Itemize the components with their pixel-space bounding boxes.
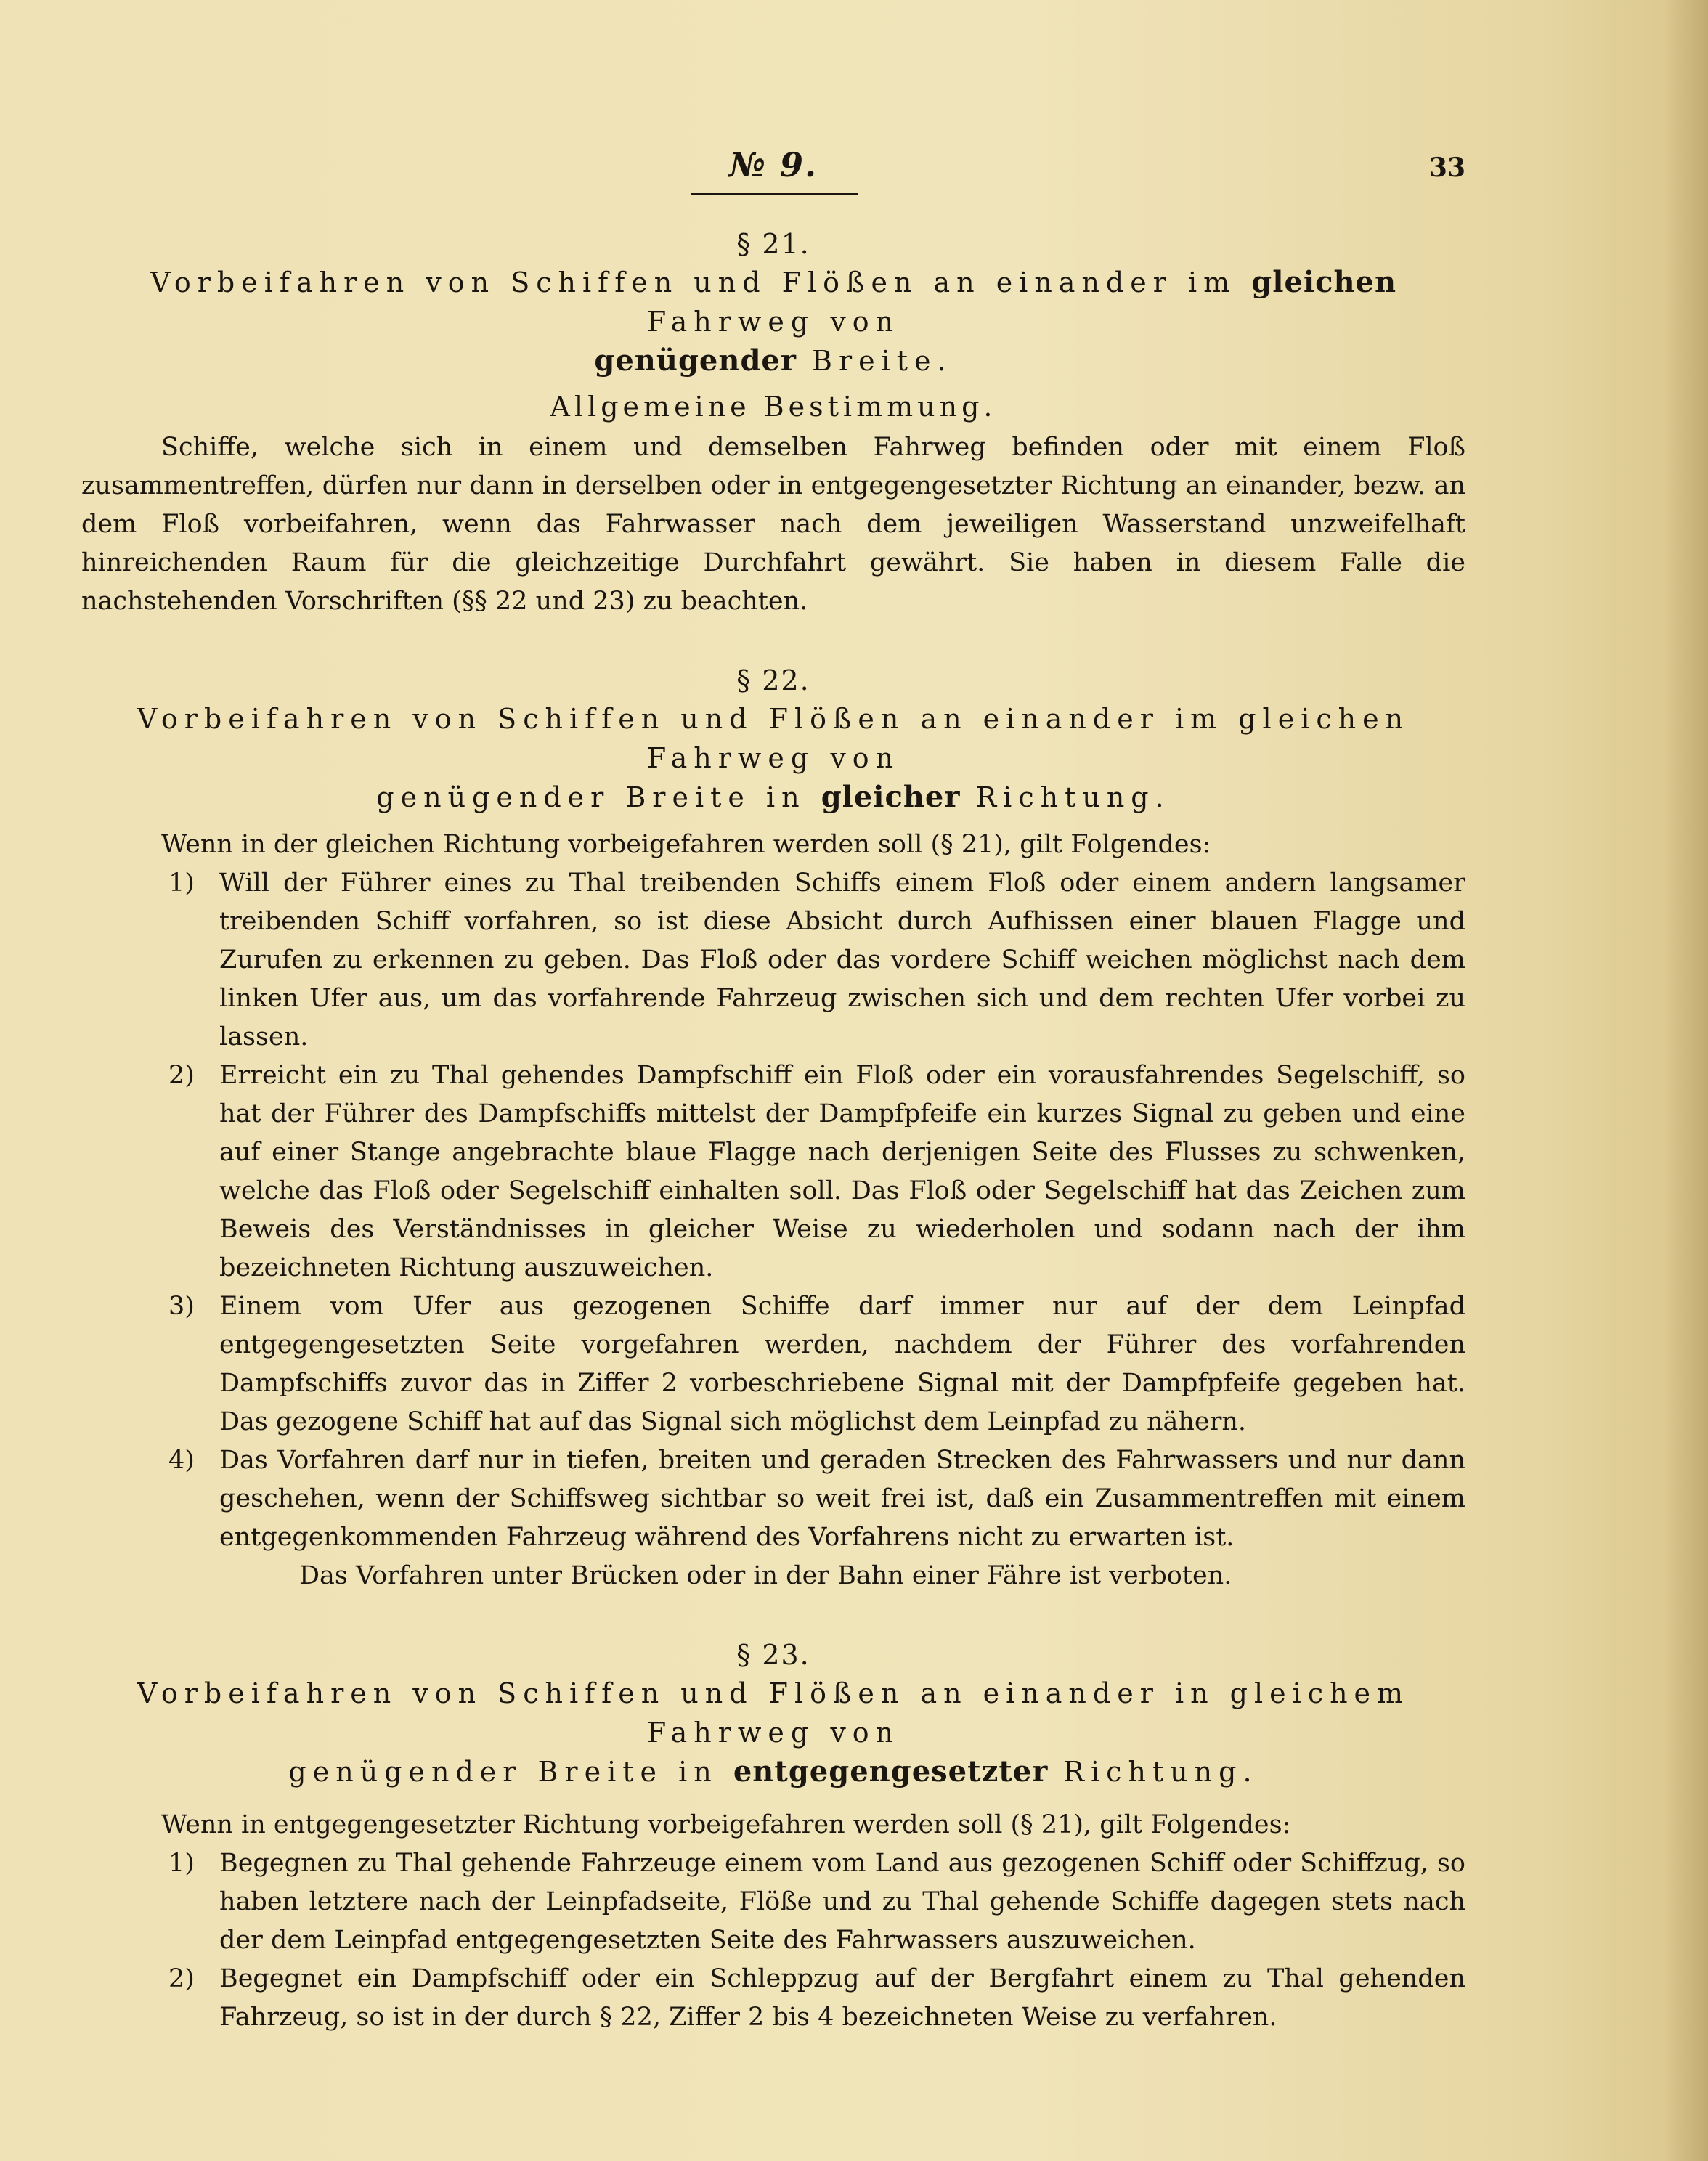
list-item-text: Einem vom Ufer aus gezogenen Schiffe darf immer nur auf der dem Leinpfad entgegengesetzten Seite vorgefahren werden, nachdem der Führer des vorfahrenden Dampfschiffs zuvor das in Ziffer 2 vorbeschriebene Signal mit der Dampfpfeife gegeben hat. Das gezogene Schiff hat auf das Signal sich möglichst dem Leinpfad zu nähern.: [219, 1292, 1465, 1436]
list-item-text: Begegnet ein Dampfschiff oder ein Schleppzug auf der Bergfahrt einem zu Thal gehenden Fahrzeug, so ist in der durch § 22, Ziffer 2 bis 4 bezeichneten Weise zu verfahren.: [219, 1964, 1465, 2032]
page-header: [81, 145, 1465, 205]
section-21-paragraph: Schiffe, welche sich in einem und demselben Fahrweg befinden oder mit einem Floß zusammentreffen, dürfen nur dann in derselben oder in entgegengesetzter Richtung an einander, bezw. an dem Floß vorbeifahren, wenn das Fahrwasser nach dem jeweiligen Wasserstand unzweifelhaft hinreichenden Raum für die gleichzeitige Durchfahrt gewährt. Sie haben in diesem Falle die nachstehenden Vorschriften (§§ 22 und 23) zu beachten.: [81, 433, 1465, 616]
list-item-number: 2): [168, 1964, 195, 1993]
list-item-text: Erreicht ein zu Thal gehendes Dampfschiff ein Floß oder ein vorausfahrendes Segelschiff, so hat der Führer des Dampfschiffs mittelst der Dampfpfeife ein kurzes Signal zu geben und eine auf einer Stange angebrachte blaue Flagge nach derjenigen Seite des Flusses zu schwenken, welche das Floß oder Segelschiff einhalten soll. Das Floß oder Segelschiff hat das Zeichen zum Beweis des Verständnisses in gleicher Weise zu wiederholen und sodann nach der ihm bezeichneten Richtung auszuweichen.: [219, 1061, 1465, 1282]
list-item-text: Begegnen zu Thal gehende Fahrzeuge einem vom Land aus gezogenen Schiff oder Schiffzug, so haben letztere nach der Leinpfadseite, Flöße und zu Thal gehende Schiffe dagegen stets nach der dem Leinpfad entgegengesetzten Seite des Fahrwassers auszuweichen.: [219, 1849, 1465, 1955]
section-23-title-emphasis: entgegengesetzter: [733, 1754, 1049, 1788]
section-23-title-part: genügender Breite in: [288, 1756, 718, 1788]
issue-number: № 9.: [728, 145, 818, 184]
section-22-title-part: genügender Breite in: [376, 781, 806, 813]
section-21-title-part: Breite.: [812, 345, 953, 377]
section-21-title-part: Vorbeifahren von Schiffen und Flößen an einander im: [150, 266, 1237, 298]
section-21-number: § 21.: [736, 228, 810, 260]
section-21-subtitle: Allgemeine Bestimmung.: [550, 391, 997, 423]
section-22-title-part: Richtung.: [975, 781, 1171, 813]
list-item-text: Das Vorfahren darf nur in tiefen, breiten und geraden Strecken des Fahrwassers und nur dann geschehen, wenn der Schiffsweg sichtbar so weit frei ist, daß ein Zusammentreffen mit einem entgegenkommenden Fahrzeug während des Vorfahrens nicht zu erwarten ist.: [219, 1446, 1465, 1552]
list-item: [81, 1844, 1465, 1960]
section-23-title-part: Richtung.: [1063, 1756, 1258, 1788]
section-22-number: § 22.: [736, 664, 810, 696]
list-item: [81, 1057, 1465, 1287]
section-23-title: [81, 1674, 1465, 1791]
list-item-number: 4): [168, 1446, 195, 1475]
section-21-title: [81, 263, 1465, 380]
section-22-intro: Wenn in der gleichen Richtung vorbeigefahren werden soll (§ 21), gilt Folgendes:: [161, 830, 1211, 859]
list-item-text: Will der Führer eines zu Thal treibenden Schiffs einem Floß oder einem andern langsamer treibenden Schiff vorfahren, so ist diese Absicht durch Aufhissen einer blauen Flagge und Zurufen zu erkennen zu geben. Das Floß oder das vordere Schiff weichen möglichst nach dem linken Ufer aus, um das vorfahrende Fahrzeug zwischen sich und dem rechten Ufer vorbei zu lassen.: [219, 868, 1465, 1051]
page-edge-shadow: [1664, 0, 1708, 2161]
page-number: 33: [1428, 152, 1465, 183]
list-item: [81, 864, 1465, 1057]
section-22-final-note: Das Vorfahren unter Brücken oder in der Bahn einer Fähre ist verboten.: [299, 1561, 1232, 1590]
list-item-number: 1): [168, 868, 195, 898]
page-content: [81, 145, 1465, 2037]
section-21-title-part: Fahrweg von: [646, 306, 900, 338]
section-22-title-emphasis: gleicher: [821, 780, 961, 814]
list-item: [81, 1960, 1465, 2037]
section-21-title-emphasis: gleichen: [1251, 265, 1397, 299]
section-22-title-line-1: Vorbeifahren von Schiffen und Flößen an einander im gleichen Fahrweg von: [137, 703, 1410, 774]
section-22-title: [81, 699, 1465, 817]
section-23-number: § 23.: [736, 1639, 810, 1671]
list-item-number: 2): [168, 1061, 195, 1090]
section-23-title-line-1: Vorbeifahren von Schiffen und Flößen an einander in gleichem Fahrweg von: [137, 1677, 1410, 1749]
section-23-list: [81, 1844, 1465, 2037]
list-item-number: 1): [168, 1849, 195, 1878]
list-item: [81, 1441, 1465, 1557]
list-item-number: 3): [168, 1292, 195, 1321]
list-item: [81, 1287, 1465, 1441]
section-21-title-emphasis-2: genügender: [594, 343, 797, 378]
section-22-list: [81, 864, 1465, 1557]
header-rule: [691, 193, 858, 195]
section-23-intro: Wenn in entgegengesetzter Richtung vorbeigefahren werden soll (§ 21), gilt Folgendes:: [161, 1810, 1291, 1839]
